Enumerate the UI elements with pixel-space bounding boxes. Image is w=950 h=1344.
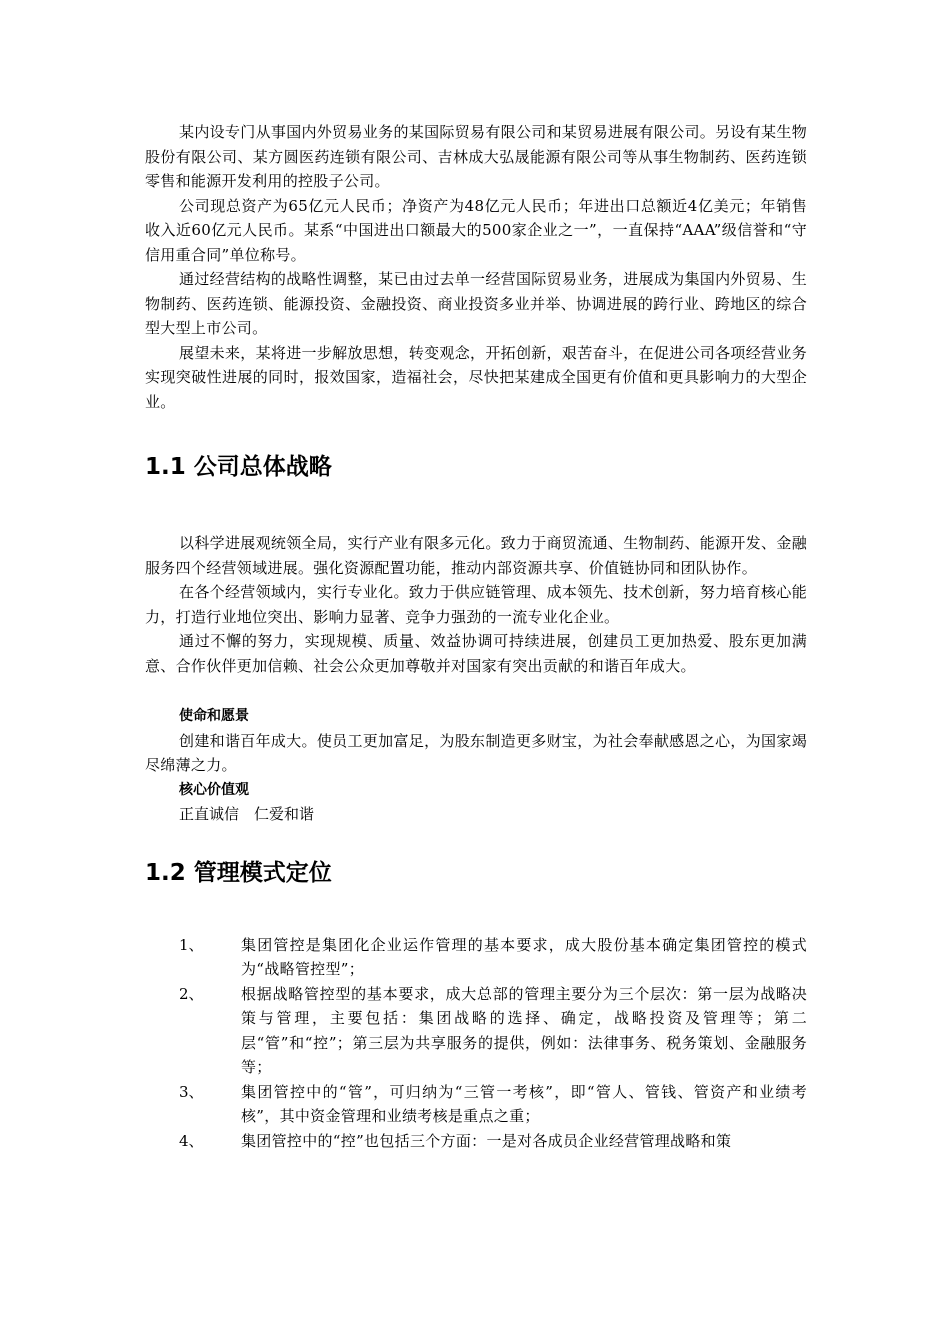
intro-paragraph-2: 公司现总资产为65亿元人民币；净资产为48亿元人民币；年进出口总额近4亿美元；年销售收入近60亿元人民币。某系“中国进出口额最大的500家企业之一”，一直保持“AAA”级信誉和“守信用重合同”单位称号。	[145, 196, 807, 264]
values-text: 正直诚信 仁爱和谐	[179, 805, 315, 823]
list-item-number: 2、	[179, 984, 204, 1003]
list-item-number: 4、	[179, 1131, 204, 1150]
list-item-number: 1、	[179, 935, 204, 954]
list-item	[145, 933, 807, 982]
mission-heading: 使命和愿景	[179, 708, 249, 724]
intro-paragraph-3: 通过经营结构的战略性调整，某已由过去单一经营国际贸易业务，进展成为集国内外贸易、生物制药、医药连锁、能源投资、金融投资、商业投资多业并举、协调进展的跨行业、跨地区的综合型大型上市公司。	[145, 270, 807, 337]
list-item-text: 根据战略管控型的基本要求，成大总部的管理主要分为三个层次：第一层为战略决策与管理，主要包括：集团战略的选择、确定，战略投资及管理等；第二层“管”和“控”；第三层为共享服务的提供，例如：法律事务、税务策划、金融服务等；	[241, 984, 807, 1076]
strategy-paragraph-2: 在各个经营领域内，实行专业化。致力于供应链管理、成本领先、技术创新，努力培育核心能力，打造行业地位突出、影响力显著、竞争力强劲的一流专业化企业。	[145, 583, 807, 626]
list-item	[145, 1129, 807, 1154]
list-item	[145, 1080, 807, 1129]
list-item-text: 集团管控中的“管”，可归纳为“三管一考核”，即“管人、管钱、管资产和业绩考核”，其中资金管理和业绩考核是重点之重；	[241, 1082, 807, 1125]
mission-text: 创建和谐百年成大。使员工更加富足，为股东制造更多财宝，为社会奉献感恩之心，为国家竭尽绵薄之力。	[145, 731, 807, 774]
intro-paragraph-1: 某内设专门从事国内外贸易业务的某国际贸易有限公司和某贸易进展有限公司。另设有某生物股份有限公司、某方圆医药连锁有限公司、吉林成大弘晟能源有限公司等从事生物制药、医药连锁零售和能源开发利用的控股子公司。	[145, 123, 807, 190]
list-item-number: 3、	[179, 1082, 204, 1101]
strategy-paragraph-3: 通过不懈的努力，实现规模、质量、效益协调可持续进展，创建员工更加热爱、股东更加满意、合作伙伴更加信赖、社会公众更加尊敬并对国家有突出贡献的和谐百年成大。	[145, 632, 807, 675]
list-item	[145, 982, 807, 1080]
document-page	[145, 120, 807, 1153]
management-mode-list	[145, 933, 807, 1154]
section-1-title: 1.1 公司总体战略	[145, 454, 332, 480]
strategy-paragraph-1: 以科学进展观统领全局，实行产业有限多元化。致力于商贸流通、生物制药、能源开发、金融服务四个经营领域进展。强化资源配置功能，推动内部资源共享、价值链协同和团队协作。	[145, 534, 807, 577]
intro-paragraph-4: 展望未来，某将进一步解放思想，转变观念，开拓创新，艰苦奋斗，在促进公司各项经营业务实现突破性进展的同时，报效国家，造福社会，尽快把某建成全国更有价值和更具影响力的大型企业。	[145, 343, 807, 411]
list-item-text: 集团管控中的“控”也包括三个方面：一是对各成员企业经营管理战略和策	[241, 1131, 732, 1150]
section-2-title: 1.2 管理模式定位	[145, 859, 332, 886]
list-item-text: 集团管控是集团化企业运作管理的基本要求，成大股份基本确定集团管控的模式为“战略管控型”；	[241, 935, 807, 978]
values-heading: 核心价值观	[179, 781, 249, 798]
